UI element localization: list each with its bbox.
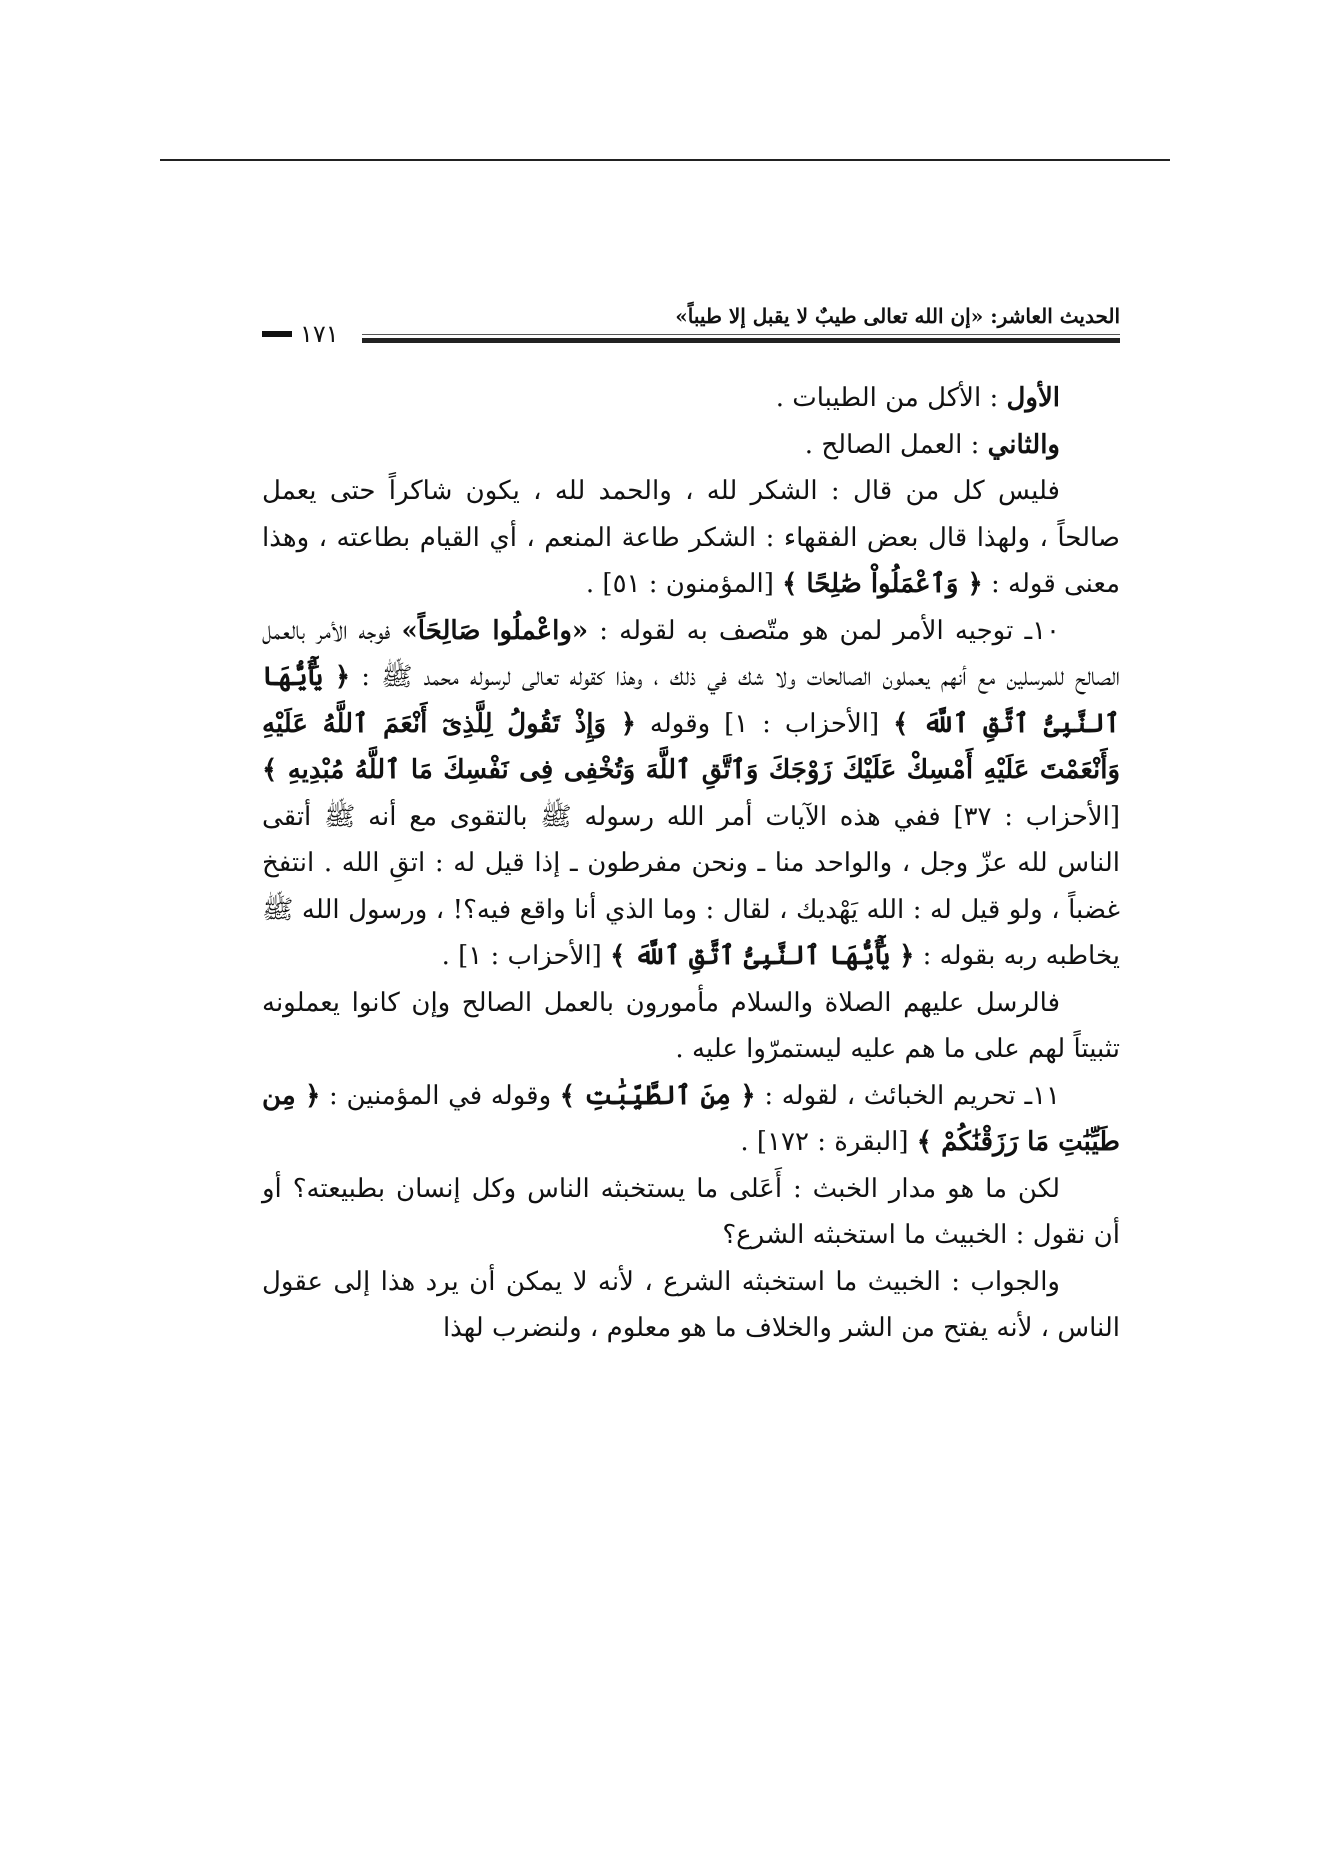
- paragraph: [262, 1259, 1120, 1352]
- emphasized-text: ﴿ يَٰٓأَيُّهَا ٱلنَّبِىُّ ٱتَّقِ ٱللَّهَ ﴾: [610, 941, 915, 971]
- text-segment: [البقرة : ١٧٢] .: [740, 1127, 917, 1157]
- text-segment: ١١ـ تحريم الخبائث ، لقوله :: [755, 1080, 1060, 1111]
- emphasized-text: الأول: [1006, 383, 1060, 413]
- paragraph: [262, 980, 1120, 1073]
- page-number-group: [262, 320, 339, 348]
- page-number-bar: [262, 331, 292, 337]
- paragraph: [262, 422, 1120, 469]
- text-segment: [المؤمنون : ٥١] .: [585, 569, 783, 599]
- text-segment: [الأحزاب : ١] وقوله: [636, 708, 894, 739]
- paragraph: [262, 375, 1120, 422]
- text-segment: [الأحزاب : ٣٧] ففي هذه الآيات أمر الله رسوله ﷺ بالتقوى مع أنه ﷺ أتقى الناس لله عزّ وجل ، والواحد منا ـ ونحن مفرطون ـ إذا قيل له : اتقِ الله . انتفخ غضباً ، ولو قيل له : الله يَهْديك ، لقال : وما الذي أنا واقع فيه؟! ، ورسول الله ﷺ يخاطبه ربه بقوله :: [262, 801, 1121, 971]
- text-segment: وقوله في المؤمنين :: [320, 1080, 560, 1111]
- emphasized-text: ﴿ وَإِذْ تَقُولُ لِلَّذِىٓ أَنْعَمَ ٱللَّهُ عَلَيْهِ وَأَنْعَمْتَ عَلَيْهِ أَمْسِكْ عَلَيْكَ زَوْجَكَ وَٱتَّقِ ٱللَّهَ وَتُخْفِى فِى نَفْسِكَ مَا ٱللَّهُ مُبْدِيهِ ﴾: [262, 708, 1120, 785]
- header-rule-thin: [362, 334, 1120, 335]
- emphasized-text: ﴿ مِن طَيِّبَٰتِ مَا رَزَقْنَٰكُمْ ﴾: [262, 1080, 1120, 1157]
- top-rule: [160, 159, 1170, 161]
- text-segment: لكن ما هو مدار الخبث : أَعَلى ما يستخبثه الناس وكل إنسان بطبيعته؟ أو أن نقول : الخبيث ما استخبثه الشرع؟: [262, 1173, 1120, 1250]
- text-segment: فليس كل من قال : الشكر لله ، والحمد لله ، يكون شاكراً حتى يعمل صالحاً ، ولهذا قال بعض الفقهاء : الشكر طاعة المنعم ، أي القيام بطاعته ، وهذا معنى قوله :: [262, 476, 1120, 599]
- paragraph: [262, 1166, 1120, 1259]
- text-segment: فالرسل عليهم الصلاة والسلام مأمورون بالعمل الصالح وإن كانوا يعملونه تثبيتاً لهم على ما هم عليه ليستمرّوا عليه .: [262, 987, 1120, 1064]
- text-segment: والجواب : الخبيث ما استخبثه الشرع ، لأنه لا يمكن أن يرد هذا إلى عقول الناس ، لأنه يفتح من الشر والخلاف ما هو معلوم ، ولنضرب لهذا: [262, 1266, 1120, 1343]
- paragraph: [262, 468, 1120, 608]
- paragraph: [262, 1073, 1120, 1166]
- paragraph: [262, 608, 1120, 980]
- emphasized-text: ﴿ يَٰٓأَيُّهَا ٱلنَّبِىُّ ٱتَّقِ ٱللَّهَ ﴾: [262, 662, 1121, 739]
- running-title: الحديث العاشر: «إن الله تعالى طيبٌ لا يقبل إلا طيباً»: [675, 304, 1120, 328]
- emphasized-text: ﴿ مِنَ ٱلطَّيِّبَٰتِ ﴾: [559, 1080, 756, 1111]
- text-segment: ١٠ـ توجيه الأمر لمن هو متّصف به لقوله :: [588, 615, 1061, 646]
- header-rule: [362, 338, 1120, 343]
- text-segment: : الأكل من الطيبات .: [775, 383, 1007, 413]
- text-segment: فوجه الأمر بالعمل الصالح للمرسلين مع أنهم يعملون الصالحات ولا شك في ذلك ، وهذا كقوله تعالى لرسوله محمد ﷺ :: [262, 615, 1120, 692]
- page-number: ١٧١: [300, 320, 339, 348]
- text-segment: : العمل الصالح .: [804, 429, 988, 460]
- emphasized-text: ﴿ وَٱعْمَلُواْ صَٰلِحًا ﴾: [782, 569, 983, 599]
- running-header: [262, 304, 1120, 352]
- emphasized-text: «واعْملُوا صَالِحَاً»: [401, 615, 589, 646]
- emphasized-text: والثاني: [987, 429, 1060, 460]
- text-segment: [الأحزاب : ١] .: [441, 941, 611, 971]
- body-text: [262, 375, 1120, 1352]
